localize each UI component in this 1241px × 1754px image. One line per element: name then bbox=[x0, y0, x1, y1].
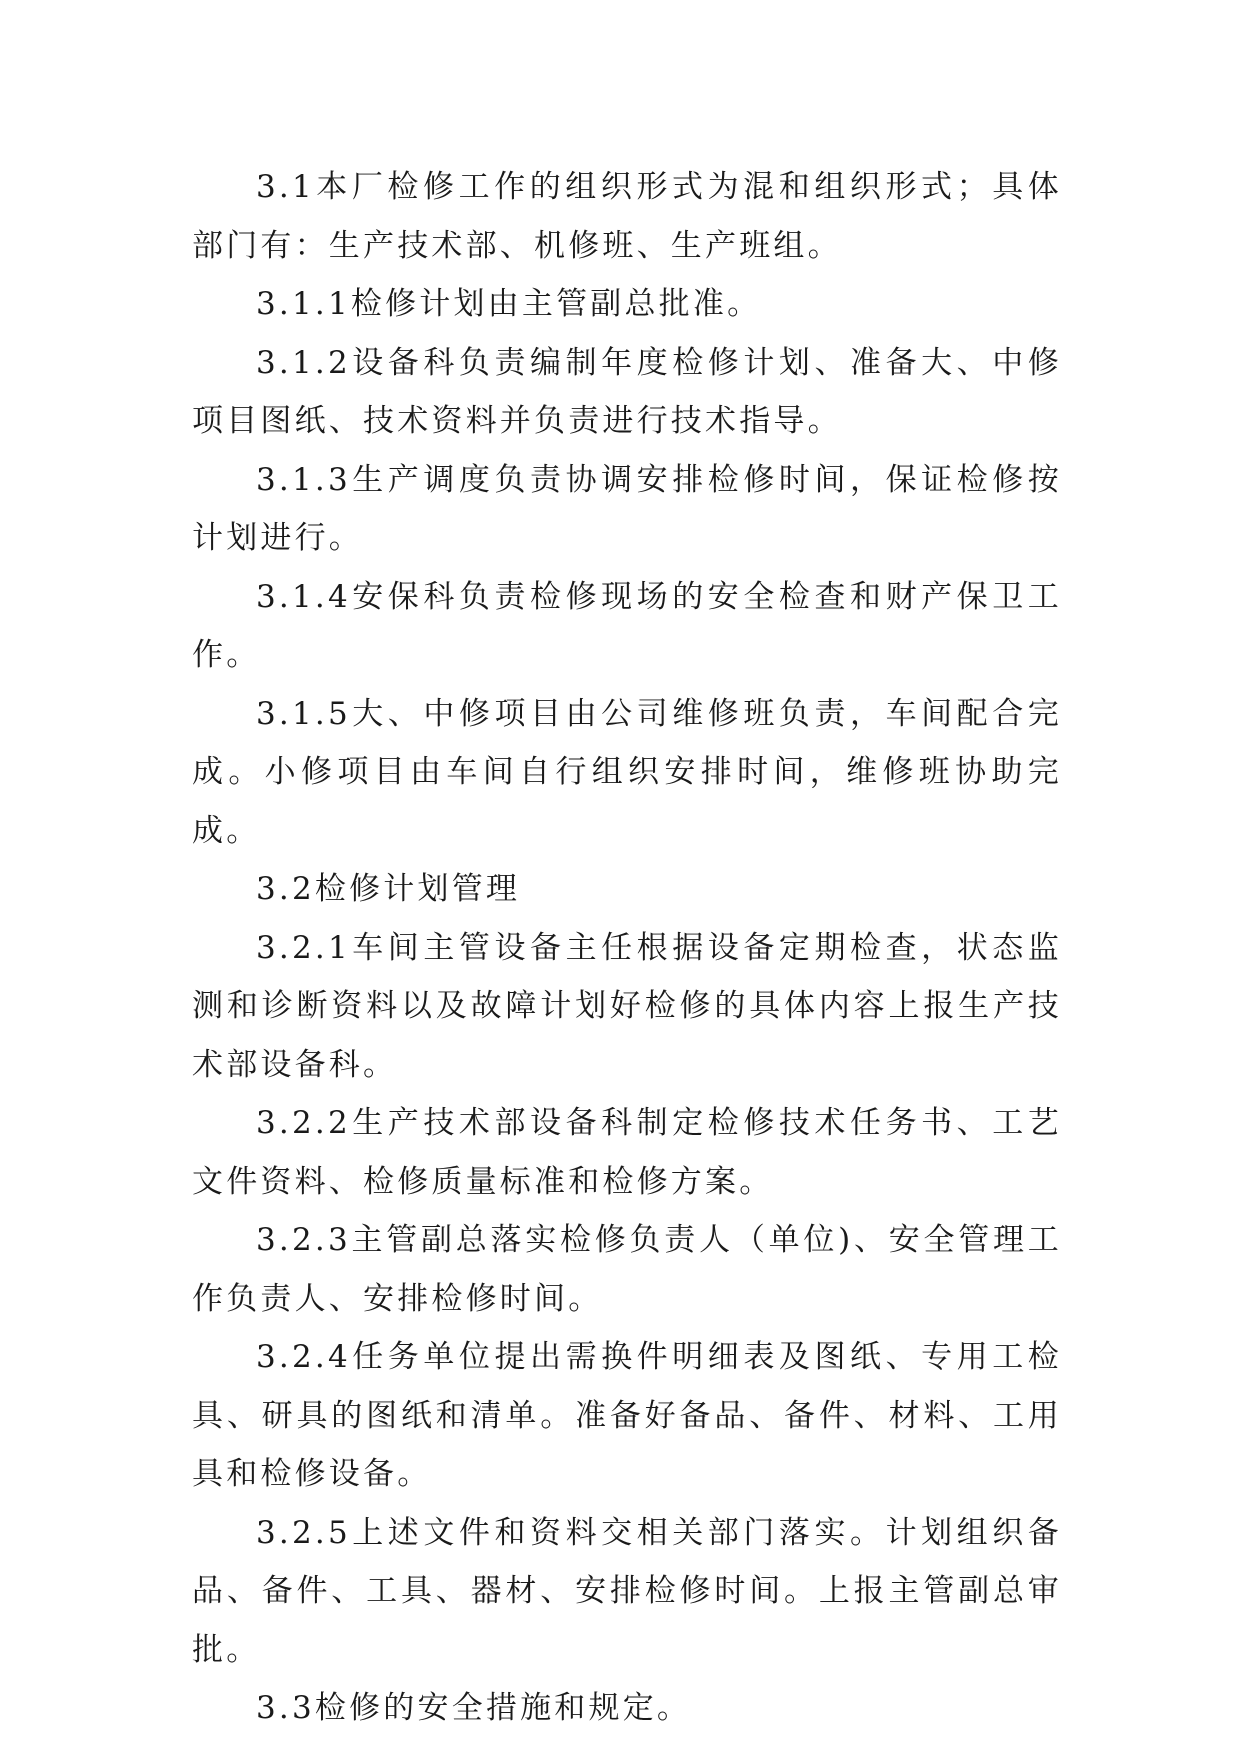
paragraph-3-3: 3.3检修的安全措施和规定。 bbox=[256, 1690, 692, 1726]
paragraph-3-2-1: 3.2.1车间主管设备主任根据设备定期检查，状态监测和诊断资料以及故障计划好检修的具体内容上报生产技术部设备科。 bbox=[192, 929, 1062, 1083]
paragraph-3-2: 3.2检修计划管理 bbox=[256, 871, 521, 907]
paragraph-3-2-2: 3.2.2生产技术部设备科制定检修技术任务书、工艺文件资料、检修质量标准和检修方案。 bbox=[192, 1105, 1062, 1200]
document-body bbox=[192, 158, 1062, 1738]
paragraph-3-1-3: 3.1.3生产调度负责协调安排检修时间，保证检修按计划进行。 bbox=[192, 461, 1062, 556]
paragraph-3-1-1: 3.1.1检修计划由主管副总批准。 bbox=[256, 286, 762, 322]
paragraph-3-1: 3.1本厂检修工作的组织形式为混和组织形式；具体部门有：生产技术部、机修班、生产班组。 bbox=[192, 169, 1062, 264]
paragraph-3-1-4: 3.1.4安保科负责检修现场的安全检查和财产保卫工作。 bbox=[192, 578, 1062, 673]
paragraph-3-2-4: 3.2.4任务单位提出需换件明细表及图纸、专用工检具、研具的图纸和清单。准备好备品、备件、材料、工用具和检修设备。 bbox=[192, 1339, 1062, 1492]
paragraph-3-1-2: 3.1.2设备科负责编制年度检修计划、准备大、中修项目图纸、技术资料并负责进行技术指导。 bbox=[192, 344, 1062, 439]
paragraph-3-1-5: 3.1.5大、中修项目由公司维修班负责，车间配合完成。小修项目由车间自行组织安排时间，维修班协助完成。 bbox=[192, 695, 1062, 849]
paragraph-3-2-5: 3.2.5上述文件和资料交相关部门落实。计划组织备品、备件、工具、器材、安排检修时间。上报主管副总审批。 bbox=[192, 1514, 1062, 1668]
paragraph-3-2-3: 3.2.3主管副总落实检修负责人（单位)、安全管理工作负责人、安排检修时间。 bbox=[192, 1222, 1062, 1317]
